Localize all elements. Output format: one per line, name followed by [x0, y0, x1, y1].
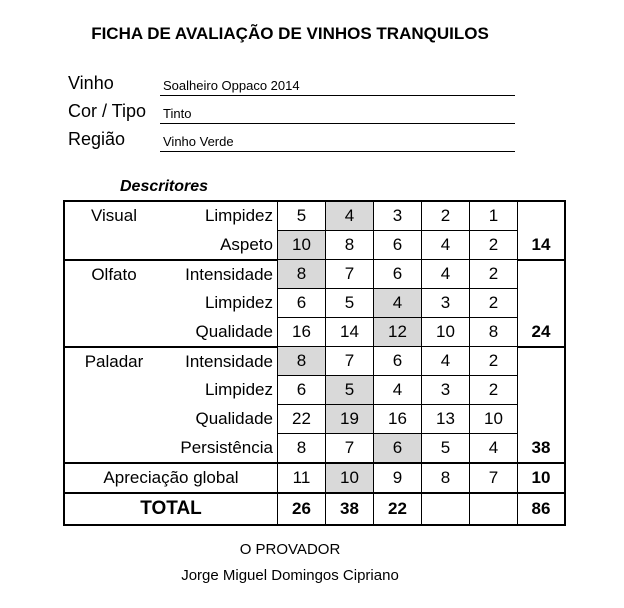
section-total: 24: [518, 318, 566, 347]
page-title: FICHA DE AVALIAÇÃO DE VINHOS TRANQUILOS: [91, 24, 489, 43]
score-cell[interactable]: 2: [470, 376, 518, 405]
field-label-vinho: Vinho: [68, 73, 114, 93]
descriptor-label: Qualidade: [163, 405, 278, 434]
descriptor-label: Limpidez: [163, 376, 278, 405]
field-value-vinho[interactable]: Soalheiro Oppaco 2014: [160, 78, 515, 96]
score-cell[interactable]: 16: [374, 405, 422, 434]
score-cell[interactable]: 3: [374, 201, 422, 231]
score-cell[interactable]: 4: [422, 347, 470, 376]
section-total: [518, 405, 566, 434]
column-total: [422, 493, 470, 525]
score-cell[interactable]: 8: [422, 463, 470, 493]
score-cell[interactable]: 5: [278, 201, 326, 231]
score-cell[interactable]: 7: [470, 463, 518, 493]
column-total: [470, 493, 518, 525]
score-cell[interactable]: 7: [326, 434, 374, 464]
score-cell[interactable]: 9: [374, 463, 422, 493]
score-cell[interactable]: 5: [326, 289, 374, 318]
category-label: [64, 405, 163, 434]
field-value-regiao[interactable]: Vinho Verde: [160, 134, 515, 152]
score-cell[interactable]: 10: [422, 318, 470, 347]
score-cell-selected[interactable]: 5: [326, 376, 374, 405]
score-cell[interactable]: 5: [422, 434, 470, 464]
category-label: Paladar: [64, 347, 163, 376]
score-cell[interactable]: 16: [278, 318, 326, 347]
apreciacao-label: Apreciação global: [64, 463, 278, 493]
score-cell[interactable]: 8: [326, 231, 374, 260]
table-row: [64, 347, 565, 376]
section-total: [518, 347, 566, 376]
score-cell-selected[interactable]: 8: [278, 260, 326, 289]
score-cell[interactable]: 2: [470, 347, 518, 376]
column-total: 38: [326, 493, 374, 525]
field-label-cor-tipo: Cor / Tipo: [68, 101, 147, 121]
section-total: [518, 376, 566, 405]
score-cell[interactable]: 2: [470, 260, 518, 289]
total-label: TOTAL: [64, 493, 278, 525]
descriptor-label: Limpidez: [163, 289, 278, 318]
descritores-heading: Descritores: [120, 178, 209, 195]
score-cell[interactable]: 4: [374, 376, 422, 405]
section-total: [518, 201, 566, 231]
score-cell[interactable]: 11: [278, 463, 326, 493]
score-cell[interactable]: 8: [278, 434, 326, 464]
score-cell[interactable]: 10: [470, 405, 518, 434]
column-total: 26: [278, 493, 326, 525]
table-row: [64, 405, 565, 434]
score-cell-selected[interactable]: 4: [374, 289, 422, 318]
score-cell[interactable]: 3: [422, 376, 470, 405]
score-cell-selected[interactable]: 8: [278, 347, 326, 376]
score-cell[interactable]: 2: [470, 231, 518, 260]
table-row: [64, 318, 565, 347]
field-value-cor-tipo[interactable]: Tinto: [160, 106, 515, 124]
field-label-regiao: Região: [68, 129, 126, 149]
category-label: [64, 231, 163, 260]
descriptor-label: Aspeto: [163, 231, 278, 260]
category-label: [64, 289, 163, 318]
score-cell-selected[interactable]: 6: [374, 434, 422, 464]
evaluation-table: [63, 200, 566, 526]
score-cell[interactable]: 7: [326, 347, 374, 376]
score-cell[interactable]: 2: [422, 201, 470, 231]
descriptor-label: Intensidade: [163, 260, 278, 289]
category-label: [64, 434, 163, 464]
apreciacao-total: 10: [518, 463, 566, 493]
grand-total: 86: [518, 493, 566, 525]
score-cell[interactable]: 4: [422, 231, 470, 260]
category-label: Olfato: [64, 260, 163, 289]
score-cell[interactable]: 7: [326, 260, 374, 289]
score-cell-selected[interactable]: 19: [326, 405, 374, 434]
section-total: 14: [518, 231, 566, 260]
category-label: [64, 376, 163, 405]
score-cell-selected[interactable]: 10: [326, 463, 374, 493]
score-cell[interactable]: 6: [374, 347, 422, 376]
table-row: [64, 260, 565, 289]
score-cell[interactable]: 3: [422, 289, 470, 318]
descriptor-label: Qualidade: [163, 318, 278, 347]
descriptor-label: Persistência: [163, 434, 278, 464]
category-label: [64, 318, 163, 347]
section-total: [518, 260, 566, 289]
category-label: Visual: [64, 201, 163, 231]
table-row: [64, 434, 565, 464]
score-cell-selected[interactable]: 4: [326, 201, 374, 231]
score-cell[interactable]: 4: [470, 434, 518, 464]
descriptor-label: Intensidade: [163, 347, 278, 376]
score-cell[interactable]: 6: [374, 231, 422, 260]
total-row: [64, 493, 565, 525]
table-row: [64, 376, 565, 405]
score-cell[interactable]: 1: [470, 201, 518, 231]
score-cell[interactable]: 4: [422, 260, 470, 289]
score-cell[interactable]: 22: [278, 405, 326, 434]
section-total: [518, 289, 566, 318]
score-cell[interactable]: 8: [470, 318, 518, 347]
provador-label: O PROVADOR: [239, 541, 341, 558]
section-total: 38: [518, 434, 566, 464]
score-cell[interactable]: 6: [278, 376, 326, 405]
table-row: [64, 231, 565, 260]
score-cell[interactable]: 2: [470, 289, 518, 318]
score-cell[interactable]: 6: [278, 289, 326, 318]
score-cell-selected[interactable]: 12: [374, 318, 422, 347]
provador-name: Jorge Miguel Domingos Cipriano: [181, 567, 399, 584]
score-cell[interactable]: 6: [374, 260, 422, 289]
column-total: 22: [374, 493, 422, 525]
table-row: [64, 289, 565, 318]
score-cell[interactable]: 14: [326, 318, 374, 347]
score-cell[interactable]: 13: [422, 405, 470, 434]
descriptor-label: Limpidez: [163, 201, 278, 231]
apreciacao-row: [64, 463, 565, 493]
table-row: [64, 201, 565, 231]
score-cell-selected[interactable]: 10: [278, 231, 326, 260]
